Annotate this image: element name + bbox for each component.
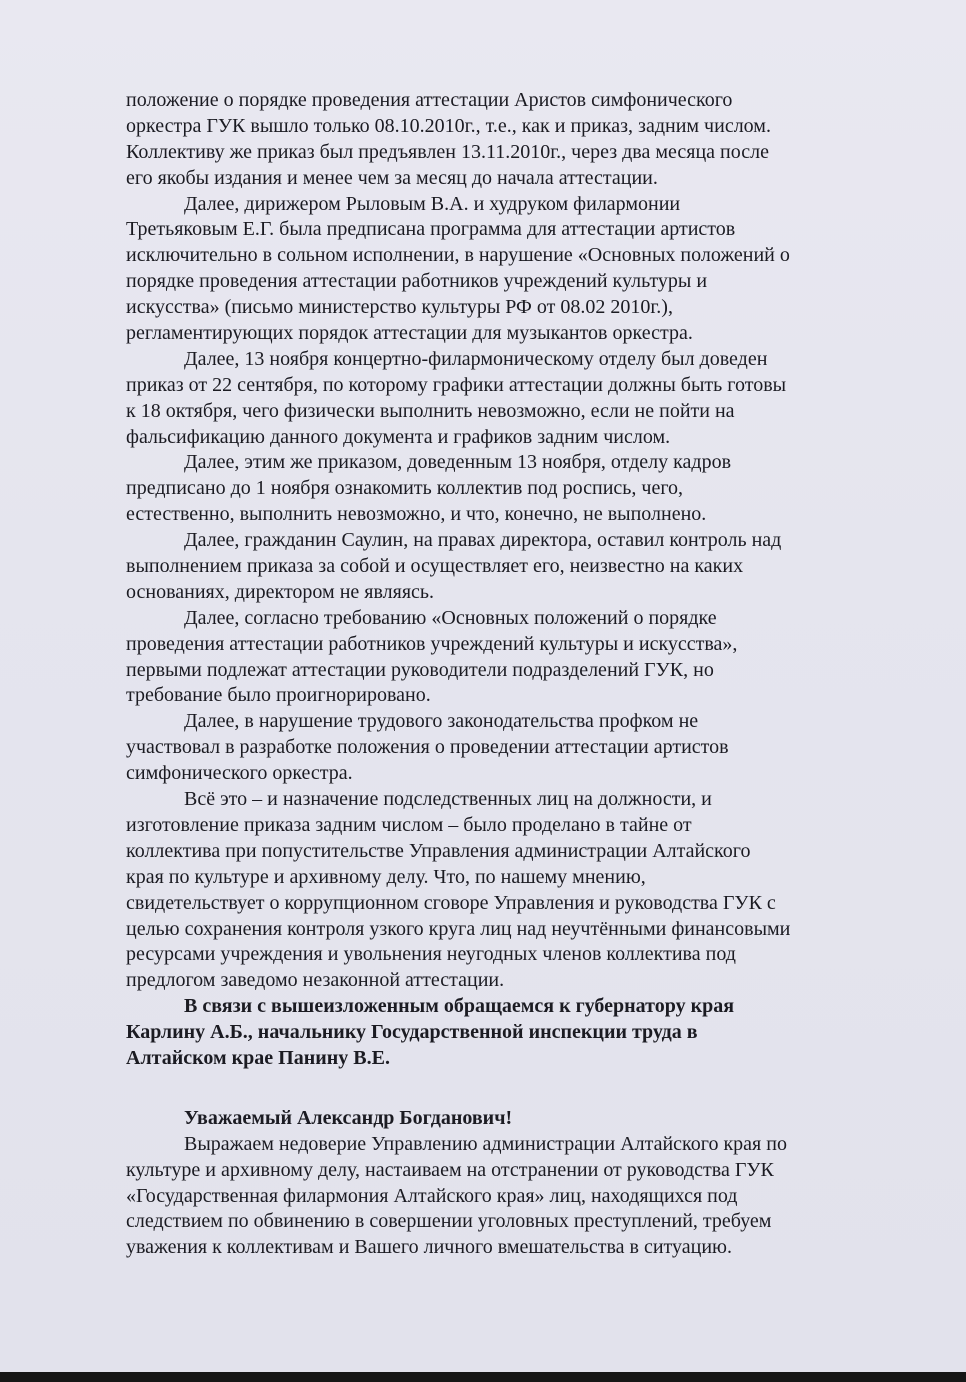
paragraph-heads-first	[126, 606, 906, 710]
text-line: Далее, дирижером Рыловым В.А. и худруком филармонии	[184, 192, 681, 215]
text-line: регламентирующих порядок аттестации для музыкантов оркестра.	[126, 322, 693, 345]
salutation	[126, 1106, 906, 1132]
text-line: первыми подлежат аттестации руководители подразделений ГУК, но	[126, 658, 714, 681]
text-line: Далее, в нарушение трудового законодательства профком не	[184, 710, 699, 733]
text-line: Выражаем недоверие Управлению администрации Алтайского края по	[184, 1132, 787, 1155]
text-line: Далее, 13 ноября концертно-филармоническому отделу был доведен	[184, 347, 768, 370]
text-line: его якобы издания и менее чем за месяц до начала аттестации.	[126, 166, 658, 189]
text-line: проведения аттестации работников учреждений культуры и искусства»,	[126, 632, 738, 655]
text-line: фальсификацию данного документа и графиков задним числом.	[126, 425, 671, 448]
text-line: выполнением приказа за собой и осуществляет его, неизвестно на каких	[126, 555, 744, 578]
paragraph-corruption-claim	[126, 787, 906, 994]
text-line: Уважаемый Александр Богданович!	[184, 1106, 513, 1129]
text-line: оркестра ГУК вышло только 08.10.2010г., т.е., как и приказ, задним числом.	[126, 114, 771, 137]
text-line: приказ от 22 сентября, по которому графики аттестации должны быть готовы	[126, 373, 787, 396]
text-line: культуре и архивному делу, настаиваем на отстранении от руководства ГУК	[126, 1158, 774, 1181]
text-line: Далее, этим же приказом, доведенным 13 ноября, отделу кадров	[184, 451, 732, 474]
paragraph-attestation-regulation	[126, 88, 906, 192]
text-line: следствием по обвинению в совершении уголовных преступлений, требуем	[126, 1210, 772, 1233]
text-line: ресурсами учреждения и увольнения неугодных членов коллектива под	[126, 943, 736, 966]
text-line: изготовление приказа задним числом – было проделано в тайне от	[126, 813, 692, 836]
text-line: предписано до 1 ноября ознакомить коллектив под роспись, чего,	[126, 477, 684, 500]
paragraph-hr-department	[126, 450, 906, 528]
text-line: предлогом заведомо незаконной аттестации.	[126, 969, 505, 992]
text-line: Алтайском крае Панину В.Е.	[126, 1046, 390, 1069]
text-line: к 18 октября, чего физически выполнить невозможно, если не пойти на	[126, 399, 735, 422]
text-line: основаниях, директором не являясь.	[126, 580, 435, 603]
blank-line	[126, 1072, 906, 1106]
text-line: исключительно в сольном исполнении, в нарушение «Основных положений о	[126, 244, 790, 267]
text-line: Коллективу же приказ был предъявлен 13.11.2010г., через два месяца после	[126, 140, 769, 163]
paragraph-schedule-order	[126, 347, 906, 451]
text-line: уважения к коллективам и Вашего личного вмешательства в ситуацию.	[126, 1236, 732, 1259]
text-line: коллектива при попустительстве Управления администрации Алтайского	[126, 839, 751, 862]
text-line: симфонического оркестра.	[126, 762, 353, 785]
text-line: Всё это – и назначение подследственных лиц на должности, и	[184, 788, 712, 811]
text-line: Карлину А.Б., начальнику Государственной инспекции труда в	[126, 1021, 698, 1044]
text-line: свидетельствует о коррупционном сговоре Управления и руководства ГУК с	[126, 891, 776, 914]
scan-bottom-edge	[0, 1372, 966, 1382]
text-line: естественно, выполнить невозможно, и что, конечно, не выполнено.	[126, 503, 707, 526]
paragraph-saulin-control	[126, 528, 906, 606]
text-line: положение о порядке проведения аттестации Аристов симфонического	[126, 89, 733, 111]
paragraph-demands	[126, 1132, 906, 1261]
paragraph-appeal-addressees	[126, 994, 906, 1072]
text-line: искусства» (письмо министерство культуры РФ от 08.02 2010г.),	[126, 296, 673, 319]
text-line: Далее, гражданин Саулин, на правах директора, оставил контроль над	[184, 529, 782, 552]
paragraph-solo-program	[126, 192, 906, 347]
text-line: требование было проигнорировано.	[126, 684, 431, 707]
text-line: порядке проведения аттестации работников учреждений культуры и	[126, 270, 708, 293]
text-line: края по культуре и архивному делу. Что, по нашему мнению,	[126, 865, 646, 888]
document-body	[126, 88, 906, 1261]
text-line: Третьяковым Е.Г. была предписана программа для аттестации артистов	[126, 218, 736, 241]
text-line: В связи с вышеизложенным обращаемся к губернатору края	[184, 995, 735, 1018]
text-line: Далее, согласно требованию «Основных положений о порядке	[184, 606, 717, 629]
text-line: «Государственная филармония Алтайского края» лиц, находящихся под	[126, 1184, 738, 1207]
text-line: целью сохранения контроля узкого круга лиц над неучтёнными финансовыми	[126, 917, 791, 940]
paragraph-trade-union	[126, 709, 906, 787]
text-line: участвовал в разработке положения о проведении аттестации артистов	[126, 736, 729, 759]
